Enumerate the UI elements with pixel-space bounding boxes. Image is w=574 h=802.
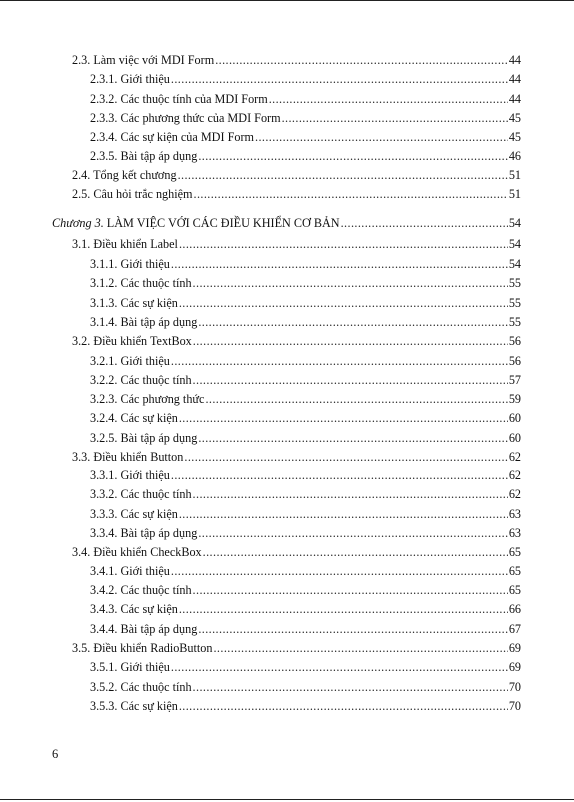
toc-entry-label: 2.3.1. Giới thiệu xyxy=(90,72,170,86)
toc-entry-title xyxy=(90,601,178,618)
toc-entry-label: 3.2.1. Giới thiệu xyxy=(90,354,170,368)
toc-page-number: 54 xyxy=(508,216,521,230)
toc-entry-title xyxy=(90,148,197,165)
toc-entry-label: 2.5. Câu hỏi trắc nghiệm xyxy=(72,187,193,201)
toc-section-entry[interactable] xyxy=(72,640,521,657)
toc-page-number: 57 xyxy=(508,373,521,387)
toc-entry-label: 3.1.2. Các thuộc tính xyxy=(90,276,192,290)
toc-entry-label: 3.3.2. Các thuộc tính xyxy=(90,487,192,501)
toc-entry-title xyxy=(90,563,170,580)
toc-subsection-entry[interactable] xyxy=(90,486,521,503)
toc-page-number: 62 xyxy=(508,450,521,464)
toc-subsection-entry[interactable] xyxy=(90,506,521,523)
toc-section-entry[interactable] xyxy=(72,449,521,466)
toc-entry-title xyxy=(90,91,268,108)
toc-subsection-entry[interactable] xyxy=(90,659,521,676)
toc-page-number: 65 xyxy=(508,583,521,597)
toc-subsection-entry[interactable] xyxy=(90,391,521,408)
toc-subsection-entry[interactable] xyxy=(90,148,521,165)
toc-dot-leader xyxy=(198,314,508,331)
toc-entry-label: 2.3.2. Các thuộc tính của MDI Form xyxy=(90,92,268,106)
toc-page-number: 67 xyxy=(508,622,521,636)
toc-page-number: 70 xyxy=(508,680,521,694)
toc-dot-leader xyxy=(179,698,508,715)
toc-entry-title xyxy=(90,71,170,88)
toc-entry-label: 3.5.1. Giới thiệu xyxy=(90,660,170,674)
toc-entry-title xyxy=(90,525,197,542)
toc-entry-title xyxy=(90,467,170,484)
toc-section-entry[interactable] xyxy=(72,186,521,203)
toc-entry-label: LÀM VIỆC VỚI CÁC ĐIỀU KHIỂN CƠ BẢN xyxy=(103,216,340,230)
toc-dot-leader xyxy=(179,601,508,618)
toc-dot-leader xyxy=(184,449,507,466)
toc-dot-leader xyxy=(171,563,508,580)
toc-dot-leader xyxy=(179,295,508,312)
toc-entry-title xyxy=(90,110,281,127)
toc-subsection-entry[interactable] xyxy=(90,410,521,427)
toc-dot-leader xyxy=(193,372,508,389)
toc-dot-leader xyxy=(193,486,508,503)
toc-subsection-entry[interactable] xyxy=(90,71,521,88)
toc-subsection-entry[interactable] xyxy=(90,295,521,312)
toc-subsection-entry[interactable] xyxy=(90,679,521,696)
toc-dot-leader xyxy=(341,215,508,232)
toc-entry-label: 3.4.2. Các thuộc tính xyxy=(90,583,192,597)
toc-page-number: 44 xyxy=(508,92,521,106)
toc-entry-title xyxy=(72,640,212,657)
toc-page-number: 55 xyxy=(508,315,521,329)
toc-page-number: 60 xyxy=(508,411,521,425)
toc-entry-label: 3.1. Điều khiển Label xyxy=(72,237,178,251)
toc-dot-leader xyxy=(179,236,508,253)
toc-entry-label: 3.4. Điều khiển CheckBox xyxy=(72,545,202,559)
page-bottom-border xyxy=(0,799,574,800)
toc-dot-leader xyxy=(179,410,508,427)
toc-dot-leader xyxy=(198,621,508,638)
toc-entry-label: 3.3.4. Bài tập áp dụng xyxy=(90,526,198,540)
toc-entry-label: 3.3.1. Giới thiệu xyxy=(90,468,170,482)
toc-page-number: 45 xyxy=(508,130,521,144)
toc-dot-leader xyxy=(205,391,507,408)
toc-entry-title xyxy=(90,659,170,676)
toc-entry-label: 3.2.5. Bài tập áp dụng xyxy=(90,431,198,445)
toc-page-number: 56 xyxy=(508,334,521,348)
toc-subsection-entry[interactable] xyxy=(90,314,521,331)
toc-page-number: 45 xyxy=(508,111,521,125)
toc-entry-title xyxy=(90,410,178,427)
toc-page-number: 46 xyxy=(508,149,521,163)
toc-dot-leader xyxy=(213,640,507,657)
toc-dot-leader xyxy=(171,256,508,273)
toc-subsection-entry[interactable] xyxy=(90,525,521,542)
toc-chapter-prefix: Chương 3. xyxy=(52,216,104,230)
toc-entry-label: 3.2. Điều khiển TextBox xyxy=(72,334,192,348)
toc-entry-label: 3.5.3. Các sự kiện xyxy=(90,699,178,713)
toc-section-entry[interactable] xyxy=(72,52,521,69)
toc-entry-label: 3.2.2. Các thuộc tính xyxy=(90,373,192,387)
toc-dot-leader xyxy=(269,91,508,108)
toc-page-number: 44 xyxy=(508,53,521,67)
toc-page-number: 63 xyxy=(508,507,521,521)
toc-entry-label: 3.1.4. Bài tập áp dụng xyxy=(90,315,198,329)
toc-section-entry[interactable] xyxy=(72,333,521,350)
toc-entry-label: 3.3. Điều khiển Button xyxy=(72,450,184,464)
toc-dot-leader xyxy=(203,544,508,561)
toc-page-number: 65 xyxy=(508,545,521,559)
toc-entry-title xyxy=(72,544,202,561)
toc-subsection-entry[interactable] xyxy=(90,601,521,618)
toc-entry-title xyxy=(90,372,192,389)
toc-entry-title xyxy=(72,236,178,253)
toc-entry-title xyxy=(90,295,178,312)
toc-entry-label: 3.4.1. Giới thiệu xyxy=(90,564,170,578)
toc-subsection-entry[interactable] xyxy=(90,275,521,292)
toc-section-entry[interactable] xyxy=(72,544,521,561)
toc-page-number: 54 xyxy=(508,237,521,251)
page-top-border xyxy=(0,0,574,1)
toc-page-number: 51 xyxy=(508,168,521,182)
toc-dot-leader xyxy=(193,275,508,292)
toc-subsection-entry[interactable] xyxy=(90,256,521,273)
toc-entry-label: 3.2.4. Các sự kiện xyxy=(90,411,178,425)
toc-entry-title xyxy=(90,582,192,599)
toc-subsection-entry[interactable] xyxy=(90,110,521,127)
toc-dot-leader xyxy=(179,506,508,523)
toc-page-number: 59 xyxy=(508,392,521,406)
toc-entry-title xyxy=(90,506,178,523)
toc-entry-label: 3.5.2. Các thuộc tính xyxy=(90,680,192,694)
toc-entry-title xyxy=(72,52,214,69)
toc-dot-leader xyxy=(198,525,508,542)
toc-entry-label: 3.5. Điều khiển RadioButton xyxy=(72,641,213,655)
toc-entry-label: 3.2.3. Các phương thức xyxy=(90,392,205,406)
toc-subsection-entry[interactable] xyxy=(90,372,521,389)
toc-dot-leader xyxy=(193,333,508,350)
toc-entry-label: 2.3. Làm việc với MDI Form xyxy=(72,53,215,67)
toc-entry-label: 3.1.1. Giới thiệu xyxy=(90,257,170,271)
toc-page-number: 44 xyxy=(508,72,521,86)
toc-page-number: 51 xyxy=(508,187,521,201)
toc-entry-title xyxy=(90,275,192,292)
toc-subsection-entry[interactable] xyxy=(90,467,521,484)
toc-entry-title xyxy=(72,167,177,184)
toc-entry-title xyxy=(72,186,193,203)
toc-dot-leader xyxy=(255,129,508,146)
toc-entry-label: 3.4.3. Các sự kiện xyxy=(90,602,178,616)
toc-dot-leader xyxy=(194,186,508,203)
toc-dot-leader xyxy=(178,167,508,184)
toc-dot-leader xyxy=(171,71,508,88)
toc-section-entry[interactable] xyxy=(72,167,521,184)
toc-entry-title xyxy=(72,449,183,466)
toc-entry-title xyxy=(90,314,197,331)
toc-entry-label: 3.3.3. Các sự kiện xyxy=(90,507,178,521)
toc-dot-leader xyxy=(193,582,508,599)
toc-page-number: 54 xyxy=(508,257,521,271)
page-number: 6 xyxy=(52,747,59,761)
toc-entry-title xyxy=(90,353,170,370)
toc-subsection-entry[interactable] xyxy=(90,582,521,599)
toc-page-number: 62 xyxy=(508,468,521,482)
toc-entry-label: 2.3.4. Các sự kiện của MDI Form xyxy=(90,130,255,144)
toc-subsection-entry[interactable] xyxy=(90,91,521,108)
toc-entry-title xyxy=(90,621,197,638)
toc-subsection-entry[interactable] xyxy=(90,353,521,370)
toc-entry-title xyxy=(90,391,204,408)
toc-entry-title xyxy=(90,129,254,146)
toc-entry-title xyxy=(72,333,192,350)
toc-page-number: 62 xyxy=(508,487,521,501)
toc-dot-leader xyxy=(215,52,508,69)
toc-entry-title xyxy=(90,679,192,696)
toc-subsection-entry[interactable] xyxy=(90,129,521,146)
toc-page-number: 63 xyxy=(508,526,521,540)
toc-page-number: 55 xyxy=(508,276,521,290)
toc-entry-label: 2.3.5. Bài tập áp dụng xyxy=(90,149,198,163)
toc-page-number: 66 xyxy=(508,602,521,616)
toc-subsection-entry[interactable] xyxy=(90,563,521,580)
toc-dot-leader xyxy=(282,110,508,127)
toc-entry-title xyxy=(90,256,170,273)
toc-entry-title xyxy=(52,215,340,232)
toc-dot-leader xyxy=(171,467,508,484)
toc-page-number: 69 xyxy=(508,641,521,655)
toc-entry-label: 2.3.3. Các phương thức của MDI Form xyxy=(90,111,281,125)
toc-page-number: 56 xyxy=(508,354,521,368)
toc-subsection-entry[interactable] xyxy=(90,621,521,638)
toc-page-number: 60 xyxy=(508,431,521,445)
toc-dot-leader xyxy=(198,430,508,447)
toc-dot-leader xyxy=(198,148,508,165)
toc-entry-label: 3.4.4. Bài tập áp dụng xyxy=(90,622,198,636)
toc-page-number: 70 xyxy=(508,699,521,713)
toc-entry-label: 2.4. Tổng kết chương xyxy=(72,168,177,182)
toc-page-number: 65 xyxy=(508,564,521,578)
toc-page-number: 69 xyxy=(508,660,521,674)
toc-dot-leader xyxy=(171,353,508,370)
toc-chapter-entry[interactable] xyxy=(52,215,521,232)
toc-entry-title xyxy=(90,698,178,715)
toc-entry-label: 3.1.3. Các sự kiện xyxy=(90,296,178,310)
toc-subsection-entry[interactable] xyxy=(90,698,521,715)
toc-dot-leader xyxy=(171,659,508,676)
toc-entry-title xyxy=(90,486,192,503)
toc-dot-leader xyxy=(193,679,508,696)
toc-section-entry[interactable] xyxy=(72,236,521,253)
toc-subsection-entry[interactable] xyxy=(90,430,521,447)
toc-page-number: 55 xyxy=(508,296,521,310)
toc-entry-title xyxy=(90,430,197,447)
